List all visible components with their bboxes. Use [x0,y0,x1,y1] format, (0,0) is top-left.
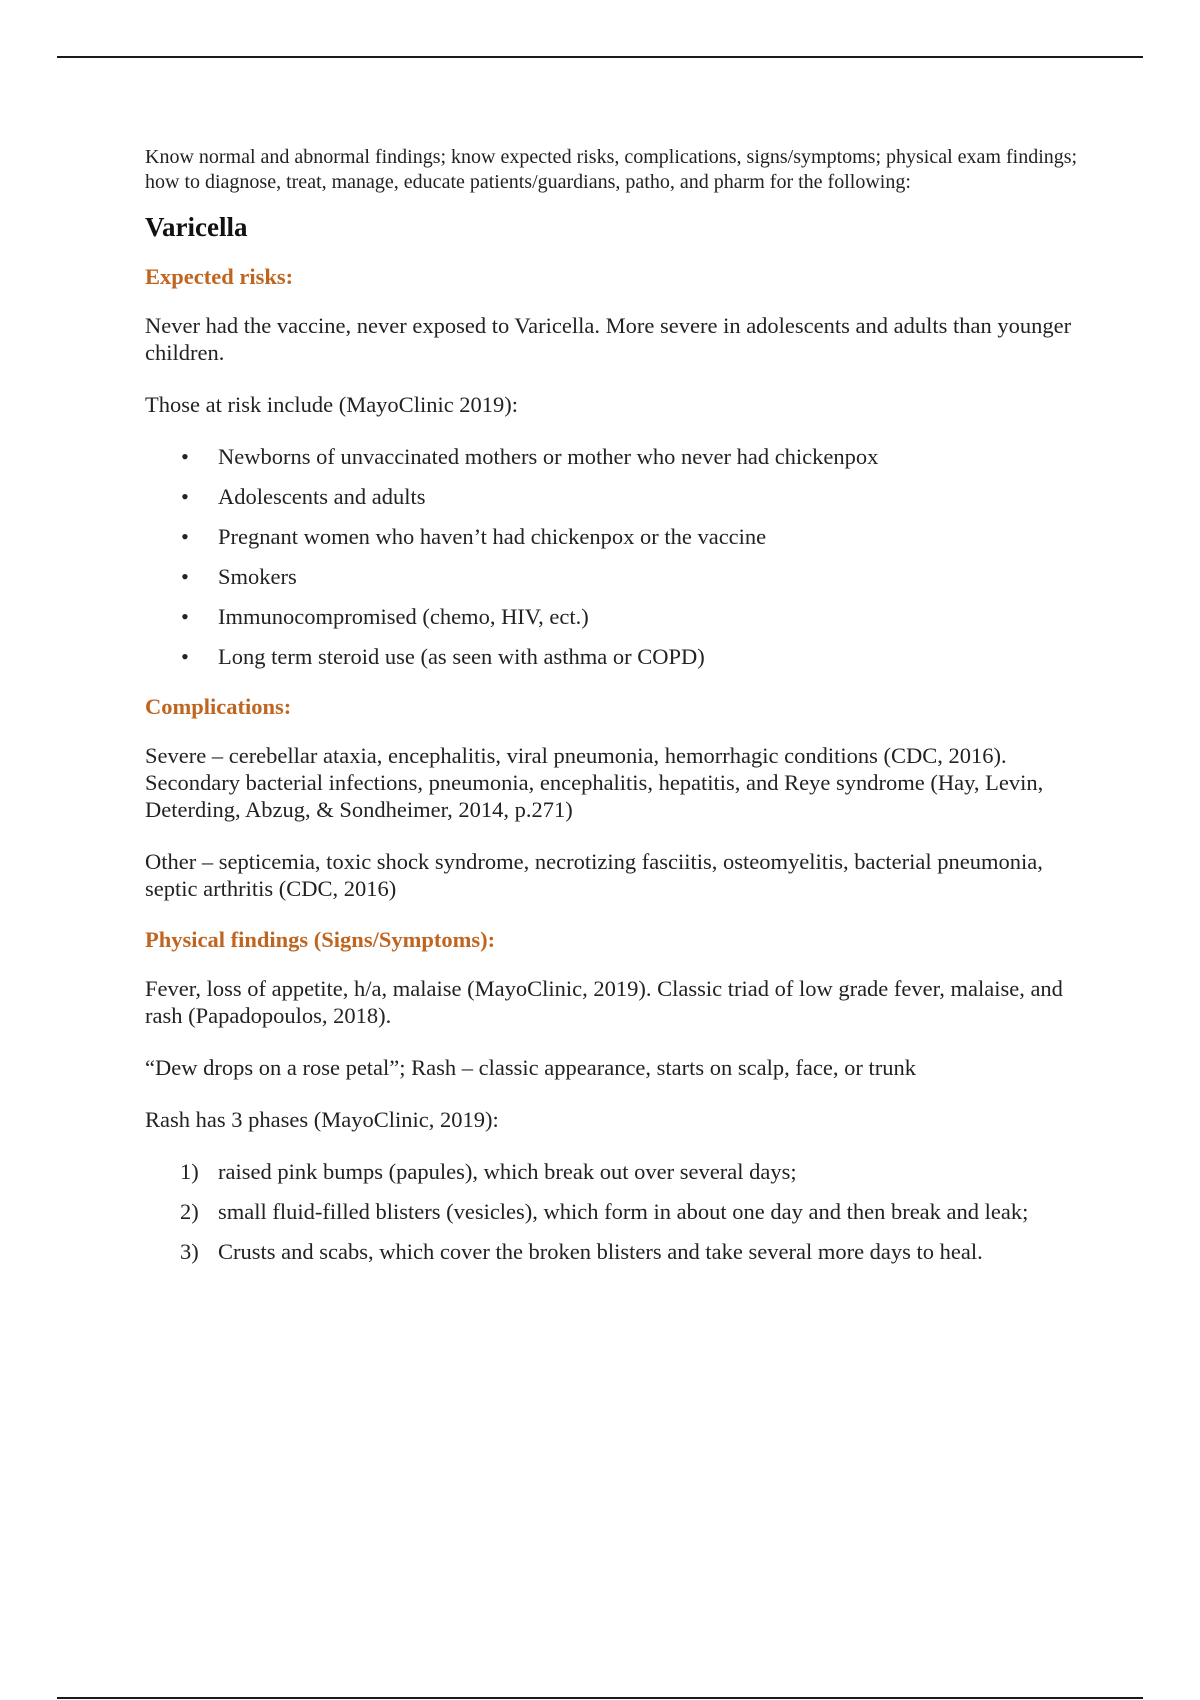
bullet-icon: • [181,564,189,589]
list-item [145,563,1090,590]
rash-phases-intro: Rash has 3 phases (MayoClinic, 2019): [145,1107,499,1132]
intro-text: Know normal and abnormal findings; know expected risks, complications, signs/symptoms; physical exam findings; how to diagnose, treat, manage, educate patients/guardians, patho, and pharm for the following: [145,146,1078,193]
list-item [145,1198,1090,1225]
complications-severe: Severe – cerebellar ataxia, encephalitis, viral pneumonia, hemorrhagic conditions (CDC, 2016). Secondary bacterial infections, pneumonia, encephalitis, hepatitis, and Reye syndrome (Hay, Levin, Deterding, Abzug, & Sondheimer, 2014, p.271) [145,743,1044,822]
list-item [145,1158,1090,1185]
complications-heading: Complications: [145,694,292,719]
bottom-rule [57,1697,1143,1699]
rash-appearance: “Dew drops on a rose petal”; Rash – classic appearance, starts on scalp, face, or trunk [145,1055,916,1080]
list-item-text: Immunocompromised (chemo, HIV, ect.) [218,604,589,629]
at-risk-intro: Those at risk include (MayoClinic 2019): [145,392,519,417]
list-item [145,443,1090,470]
bullet-icon: • [181,444,189,469]
complications-other: Other – septicemia, toxic shock syndrome, necrotizing fasciitis, osteomyelitis, bacterial pneumonia, septic arthritis (CDC, 2016) [145,849,1043,901]
list-item [145,523,1090,550]
rash-phases-list [145,1158,1090,1265]
list-item-text: Long term steroid use (as seen with asthma or COPD) [218,644,705,669]
document-page [145,145,1090,1278]
expected-risks-paragraph: Never had the vaccine, never exposed to Varicella. More severe in adolescents and adults than younger children. [145,313,1072,365]
list-item-text: Smokers [218,564,297,589]
list-item [145,483,1090,510]
bullet-icon: • [181,644,189,669]
list-item-text: Crusts and scabs, which cover the broken blisters and take several more days to heal. [218,1239,983,1264]
list-item-text: Newborns of unvaccinated mothers or mother who never had chickenpox [218,444,879,469]
list-item-text: small fluid-filled blisters (vesicles), which form in about one day and then break and leak; [218,1199,1029,1224]
page-title: Varicella [145,212,248,242]
list-item [145,643,1090,670]
bullet-icon: • [181,484,189,509]
expected-risks-heading: Expected risks: [145,264,294,289]
list-item [145,1238,1090,1265]
list-number: 3) [180,1239,199,1264]
list-item-text: Adolescents and adults [218,484,426,509]
list-item [145,603,1090,630]
list-number: 1) [180,1159,199,1184]
list-number: 2) [180,1199,199,1224]
top-rule [57,56,1143,58]
bullet-icon: • [181,604,189,629]
physical-findings-heading: Physical findings (Signs/Symptoms): [145,927,496,952]
risk-list [145,443,1090,670]
list-item-text: Pregnant women who haven’t had chickenpox or the vaccine [218,524,767,549]
physical-findings-paragraph: Fever, loss of appetite, h/a, malaise (MayoClinic, 2019). Classic triad of low grade fever, malaise, and rash (Papadopoulos, 2018). [145,976,1063,1028]
bullet-icon: • [181,524,189,549]
list-item-text: raised pink bumps (papules), which break out over several days; [218,1159,797,1184]
